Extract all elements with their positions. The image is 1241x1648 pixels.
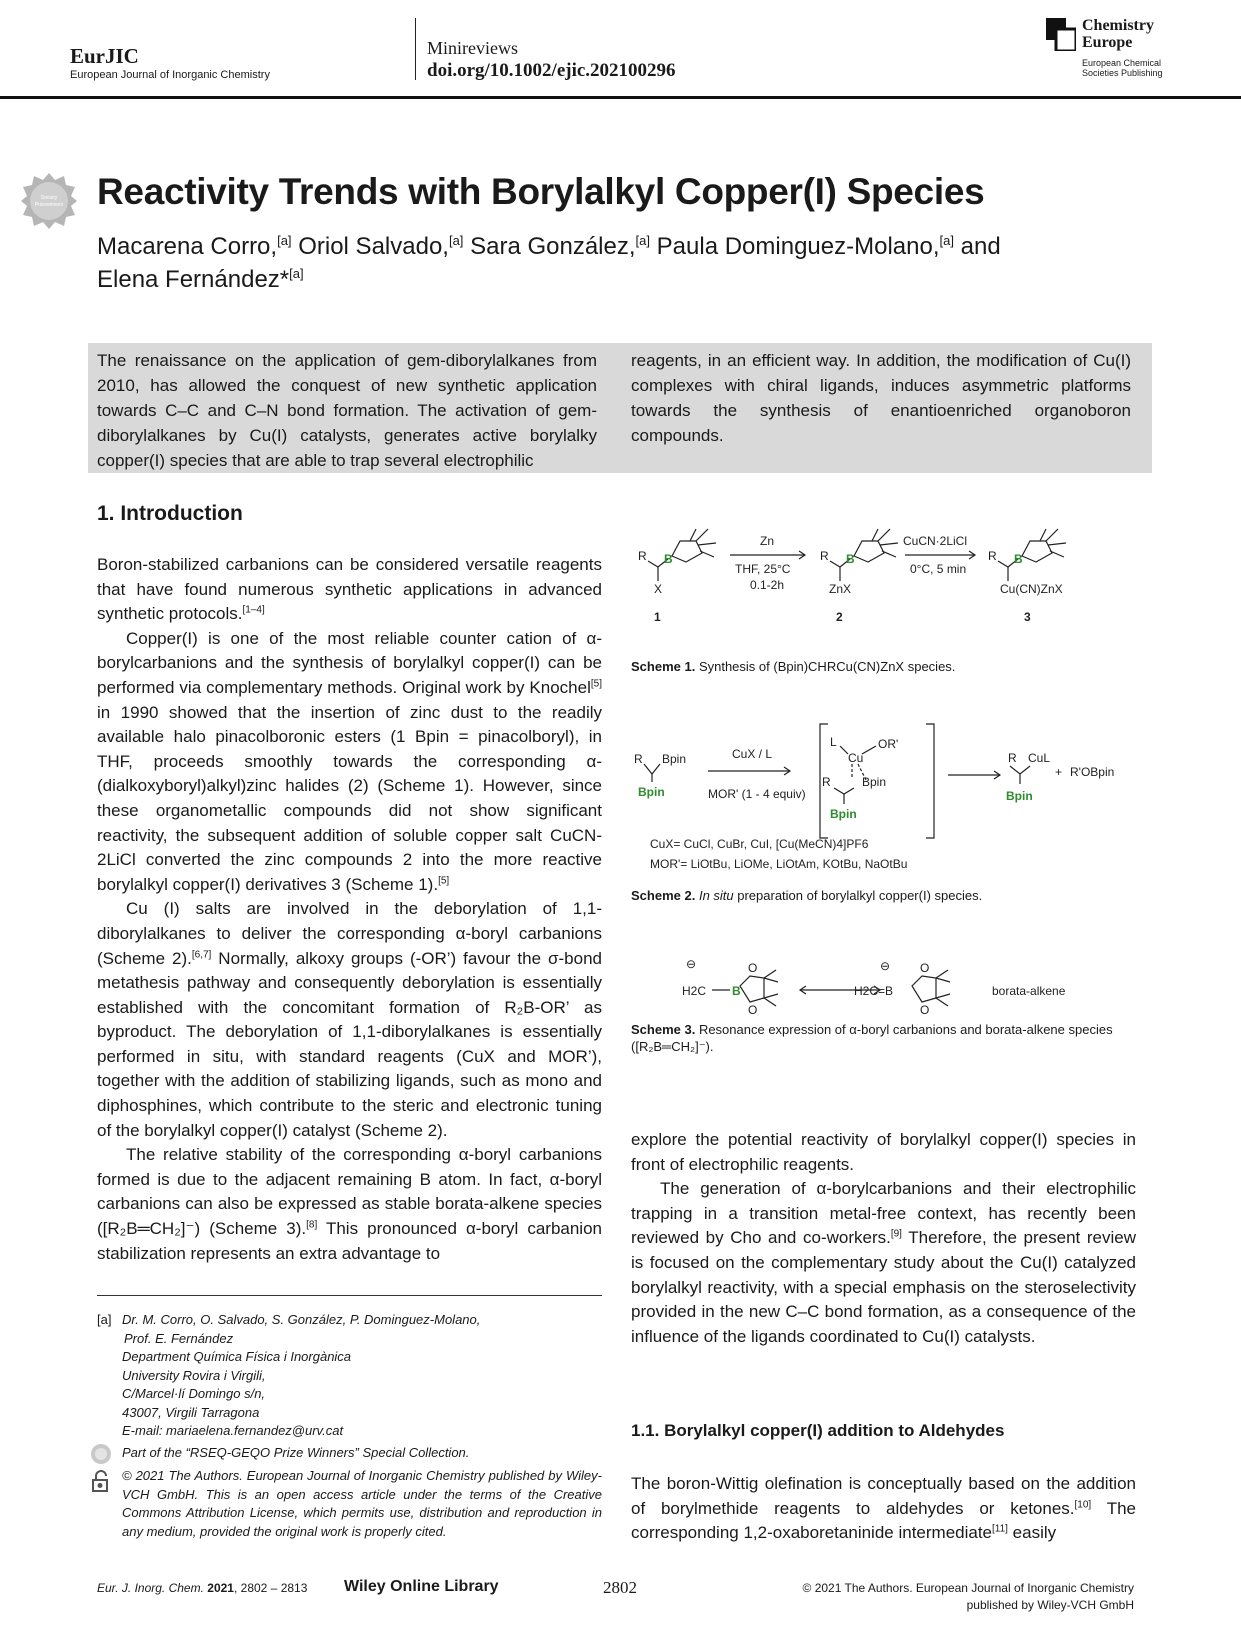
section-label: Minireviews: [427, 38, 518, 58]
scheme2-bpin-int: Bpin: [862, 775, 887, 789]
paragraph: The relative stability of the corresponding α-boryl carbanions formed is due to the adjacent remaining B atom. In fact, α-boryl carbanions can also be expressed as stable borata-alkene species ([R₂B═CH₂]⁻) (Scheme 3).[8] This pronounced α-boryl carbanion stabilization represents an extra advantage to: [97, 1145, 602, 1263]
publisher-sub-line1: European Chemical: [1082, 58, 1162, 68]
scheme3-h2cb: H2C=B: [854, 984, 894, 998]
email-link[interactable]: E-mail: mariaelena.fernandez@urv.cat: [122, 1423, 344, 1438]
paragraph: Copper(I) is one of the most reliable counter cation of α-borylcarbanions and the synthesis of borylalkyl copper(I) can be performed via complementary methods. Original work by Knochel[5] in 1990 showed that the insertion of zinc dust to the readily available halo pinacolboronic esters (1 Bpin = pinacolboryl), in THF, proceeds smoothly towards the corresponding α-(dialkoxyboryl)alkyl)zinc halides (2) (Scheme 1). However, since these organometallic compounds did not show significant reactivity, the subsequent addition of soluble copper salt CuCN-2LiCl converted the zinc compounds 2 into the more reactive borylalkyl copper(I) derivatives 3 (Scheme 1).[5]: [97, 628, 602, 894]
chemistry-europe-logo-icon: [1046, 18, 1076, 51]
scheme-3-caption: Scheme 3. Resonance expression of α-boryl carbanions and borata-alkene species ([R₂B═CH₂]⁻).: [631, 1022, 1113, 1054]
scheme2-r: R: [634, 752, 643, 766]
right-column-body-2: [631, 1472, 1136, 1546]
publisher-subtitle: [1082, 58, 1163, 78]
citation[interactable]: [1–4]: [242, 604, 265, 616]
author-name: Sara González,: [470, 233, 636, 260]
citation[interactable]: [8]: [306, 1219, 318, 1231]
scheme1-cucnznx: Cu(CN)ZnX: [1000, 582, 1063, 596]
footnote-rule: [97, 1295, 602, 1296]
scheme1-label-3: 3: [1024, 610, 1031, 624]
scheme1-b-3: B: [1014, 552, 1023, 566]
author-conjunction: and: [960, 233, 1001, 260]
scheme2-r-prod: R: [1008, 751, 1017, 765]
citation[interactable]: [9]: [890, 1228, 902, 1240]
author-list: [97, 230, 1117, 296]
scheme-2-figure: [630, 718, 1130, 878]
abstract-right-column: reagents, in an efficient way. In addition, the modification of Cu(I) complexes with chiral ligands, induces asymmetric platforms towards the synthesis of enantioenriched organoboron compounds.: [631, 351, 1131, 445]
journal-abbreviation: EurJIC: [70, 44, 139, 68]
scheme1-condition-1b: 0.1-2h: [750, 578, 785, 592]
svg-text:B: B: [732, 984, 741, 998]
paragraph: Boron-stabilized carbanions can be considered versatile reagents that have found numerous synthetic applications in advanced synthetic protocols.[1–4]: [97, 555, 602, 624]
scheme1-b-2: B: [846, 552, 855, 566]
scheme-1-caption: Scheme 1. Synthesis of (Bpin)CHRCu(CN)ZnX species.: [631, 659, 956, 674]
scheme2-condition: MOR' (1 - 4 equiv): [708, 787, 806, 801]
scheme-3-figure: [680, 950, 1100, 1020]
society-prizewinners-badge-icon: [20, 172, 78, 230]
author-affiliation: [a]: [635, 233, 650, 248]
scheme1-label-1: 1: [654, 610, 661, 624]
footnote-marker: [a]: [97, 1312, 112, 1327]
section-heading: 1. Introduction: [97, 502, 243, 525]
scheme1-znx: ZnX: [829, 582, 852, 596]
author-affiliation: [a]: [277, 233, 292, 248]
author-affiliation: [a]: [939, 233, 954, 248]
scheme3-h2c: H2C: [682, 984, 707, 998]
scheme2-r-int: R: [822, 775, 831, 789]
header-rule: [0, 96, 1241, 99]
scheme1-b-1: B: [664, 552, 673, 566]
author-name: Oriol Salvado,: [298, 233, 449, 260]
publisher-name-line1: Chemistry: [1082, 17, 1154, 34]
scheme2-or: OR': [878, 737, 899, 751]
citation[interactable]: [5]: [438, 875, 450, 887]
paragraph: Cu (I) salts are involved in the deborylation of 1,1-diborylalkanes to deliver the corresponding α-boryl carbanions (Scheme 2).[6,7] Normally, alkoxy groups (-OR’) favour the σ-bond metathesis pathway and consequently deborylation is essentially established with the concomitant formation of R₂B-OR’ as byproduct. The deborylation of 1,1-diborylalkanes is essentially performed in situ, with standard reagents (CuX and MOR’), together with the addition of stabilizing ligands, such as mono and diphosphines, which contribute to the steric and electronic tuning of the borylalkyl copper(I) catalyst (Scheme 2).: [97, 899, 602, 1140]
scheme2-robpin: R'OBpin: [1070, 765, 1115, 779]
paragraph: The boron-Wittig olefination is conceptually based on the addition of borylmethide reagents to aldehydes or ketones.[10] The corresponding 1,2-oxaboretaninide intermediate[11] easily: [631, 1474, 1136, 1543]
paragraph: explore the potential reactivity of borylalkyl copper(I) species in front of electrophilic reagents.: [631, 1130, 1136, 1174]
subsection-heading: 1.1. Borylalkyl copper(I) addition to Aldehydes: [631, 1421, 1005, 1440]
scheme2-cux-definition: CuX= CuCl, CuBr, CuI, [Cu(MeCN)4]PF6: [650, 837, 869, 851]
scheme3-o-2: O: [748, 1003, 758, 1017]
right-column-body: [631, 1128, 1136, 1349]
scheme-2-caption: Scheme 2. In situ preparation of borylalkyl copper(I) species.: [631, 888, 983, 903]
author-affiliation: [a]: [448, 233, 464, 248]
scheme1-x: X: [654, 582, 663, 596]
badge-line2: Prizewinners: [34, 202, 64, 208]
scheme3-o-1: O: [748, 961, 758, 975]
scheme-1-figure: [620, 505, 1125, 625]
scheme1-r-2: R: [820, 549, 829, 563]
scheme2-plus: +: [1055, 765, 1063, 779]
scheme3-o-3: O: [920, 961, 930, 975]
scheme2-reagent: CuX / L: [732, 747, 773, 761]
scheme1-reagent-zn: Zn: [760, 534, 775, 548]
journal-full-name: European Journal of Inorganic Chemistry: [70, 69, 270, 81]
scheme2-bpin-int-2: Bpin: [830, 807, 857, 821]
scheme2-bpin-2: Bpin: [638, 785, 665, 799]
open-access-lock-icon: [91, 1470, 111, 1492]
footer-copyright: © 2021 The Authors. European Journal of Inorganic Chemistry published by Wiley-VCH GmbH: [802, 1581, 1134, 1612]
author-affiliation: [a]: [289, 266, 304, 281]
left-column-body: [97, 553, 602, 1266]
scheme1-r-1: R: [638, 549, 647, 563]
scheme2-bpin-prod: Bpin: [1006, 789, 1033, 803]
scheme2-ligand: L: [830, 735, 837, 749]
scheme1-reagent-cucn: CuCN·2LiCl: [903, 534, 968, 548]
paragraph: The generation of α-borylcarbanions and their electrophilic trapping in a transition metal-free context, has recently been reviewed by Cho and co-workers.[9] Therefore, the present review is focused on the complementary study about the Cu(I) catalyzed borylalkyl reactivity, with a special emphasis on the steroselectivity provided in the new C–C bond formation, as a consequence of the influence of the ligands coordinated to Cu(I) catalysts.: [631, 1179, 1136, 1346]
scheme1-condition-1a: THF, 25°C: [735, 562, 791, 576]
header-separator: [415, 18, 416, 80]
scheme1-label-2: 2: [836, 610, 843, 624]
scheme1-r-3: R: [988, 549, 997, 563]
citation[interactable]: [11]: [992, 1523, 1008, 1535]
publisher-sub-line2: Societies Publishing: [1082, 68, 1163, 78]
badge-line1: Society: [40, 195, 58, 201]
abstract-left-column: The renaissance on the application of gem-diborylalkanes from 2010, has allowed the conquest of new synthetic application towards C–C and C–N bond formation. The activation of gem-diborylalkanes by Cu(I) catalysts, generates active borylalky copper(I) species that are able to trap several electrophilic: [97, 351, 597, 470]
citation[interactable]: [10]: [1074, 1498, 1092, 1510]
publisher-name: [1082, 17, 1154, 51]
scheme2-bpin-1: Bpin: [662, 752, 687, 766]
citation[interactable]: [5]: [590, 678, 602, 690]
special-collection-badge-icon: [90, 1443, 112, 1465]
scheme3-minus-2: ⊖: [880, 959, 891, 973]
scheme1-condition-2: 0°C, 5 min: [910, 562, 967, 576]
license-note: © 2021 The Authors. European Journal of Inorganic Chemistry published by Wiley-VCH GmbH. This is an open access article under the terms of the Creative Commons Attribution License, which permits use, distribution and reproduction in any medium, provided the original work is properly cited.: [122, 1468, 602, 1539]
page-number: 2802: [603, 1578, 637, 1597]
footer-citation: Eur. J. Inorg. Chem. 2021, 2802 – 2813: [97, 1581, 308, 1595]
doi-link[interactable]: doi.org/10.1002/ejic.202100296: [427, 60, 676, 81]
scheme3-borata-alkene-label: borata-alkene: [992, 984, 1066, 998]
citation[interactable]: [6,7]: [191, 948, 212, 960]
affiliation-footnote: Dr. M. Corro, O. Salvado, S. González, P. Dominguez-Molano, Prof. E. Fernández Department Química Física i Inorgànica University Rovira i Virgili, C/Marcel·lí Domingo s/n, 43007, Virgili Tarragona E-mail: mariaelena.fernandez@urv.cat: [122, 1311, 602, 1441]
special-collection-note: Part of the “RSEQ-GEQO Prize Winners” Special Collection.: [122, 1445, 470, 1460]
author-name: Macarena Corro,: [97, 233, 278, 260]
scheme3-o-4: O: [920, 1003, 930, 1017]
scheme2-mor-definition: MOR'= LiOtBu, LiOMe, LiOtAm, KOtBu, NaOtBu: [650, 857, 908, 871]
author-name: Paula Dominguez-Molano,: [656, 233, 940, 260]
publisher-name-line2: Europe: [1082, 34, 1133, 51]
scheme2-cul: CuL: [1028, 751, 1051, 765]
author-name: Elena Fernández*: [97, 266, 290, 293]
scheme2-cu: Cu: [848, 751, 864, 765]
scheme3-minus-1: ⊖: [686, 957, 697, 971]
wiley-online-library-link[interactable]: Wiley Online Library: [344, 1578, 499, 1595]
article-title: Reactivity Trends with Borylalkyl Copper(I) Species: [97, 171, 985, 212]
